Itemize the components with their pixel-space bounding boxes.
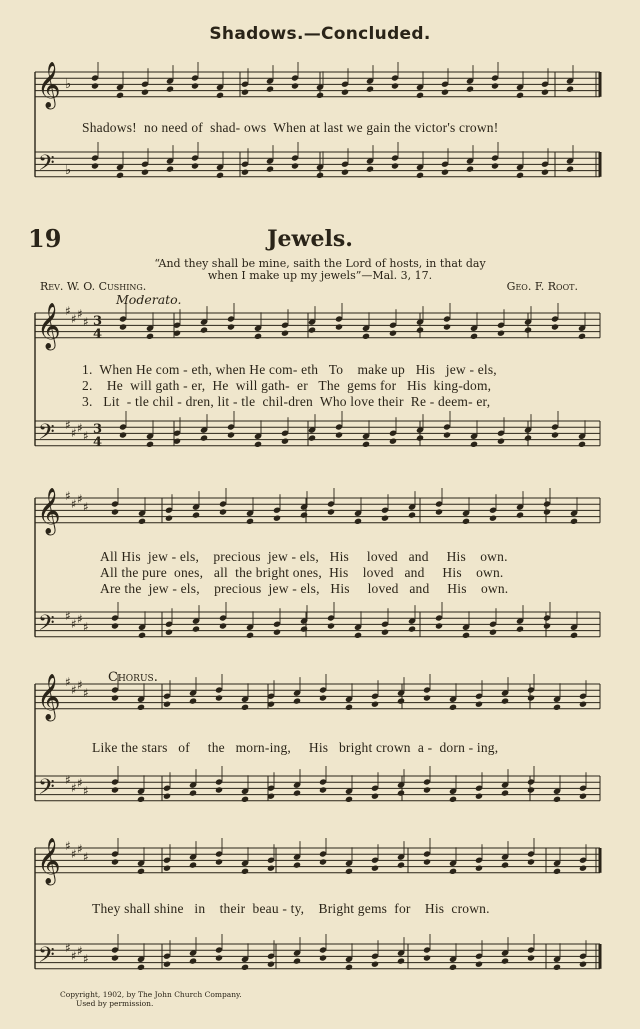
- sharp-icon: ♯: [65, 941, 71, 955]
- note-head: [141, 169, 149, 176]
- note-head: [443, 323, 451, 330]
- note-head: [397, 861, 405, 868]
- note-head: [241, 169, 249, 176]
- note-head: [570, 632, 578, 639]
- note-head: [345, 704, 353, 711]
- hymn-number: 19: [28, 224, 62, 253]
- note-head: [111, 694, 119, 701]
- note-head: [475, 793, 483, 800]
- note-head: [466, 85, 474, 92]
- note-head: [319, 786, 327, 793]
- note-head: [381, 515, 389, 522]
- note-head: [316, 92, 324, 99]
- treble-clef-icon: 𝄞: [37, 674, 61, 720]
- sharp-icon: ♯: [83, 620, 89, 634]
- note-head: [553, 868, 561, 875]
- note-head: [435, 508, 443, 515]
- treble-clef-icon: 𝄞: [37, 488, 61, 534]
- note-head: [146, 441, 154, 448]
- note-head: [308, 434, 316, 441]
- shadows-lyric: Shadows! no need of shad- ows When at last we gain the victor's crown!: [82, 120, 499, 135]
- sharp-icon: ♯: [71, 312, 77, 326]
- note-head: [345, 964, 353, 971]
- note-head: [146, 333, 154, 340]
- note-head: [291, 82, 299, 89]
- note-head: [501, 789, 509, 796]
- sharp-icon: ♯: [77, 307, 83, 321]
- note-head: [137, 868, 145, 875]
- hymn-title: Jewels.: [267, 226, 353, 252]
- note-head: [397, 697, 405, 704]
- note-head: [215, 954, 223, 961]
- note-head: [475, 961, 483, 968]
- note-head: [449, 796, 457, 803]
- note-head: [137, 796, 145, 803]
- note-head: [449, 964, 457, 971]
- note-head: [449, 704, 457, 711]
- note-head: [371, 865, 379, 872]
- note-head: [441, 89, 449, 96]
- sharp-icon: ♯: [77, 776, 83, 790]
- note-head: [327, 622, 335, 629]
- verse-2-line-a: 2. He will gath - er, He will gath- er The gems for His king-dom,: [82, 378, 492, 393]
- sharp-icon: ♯: [83, 850, 89, 864]
- note-head: [273, 515, 281, 522]
- treble-clef-icon: 𝄞: [37, 62, 61, 108]
- note-head: [163, 701, 171, 708]
- note-head: [241, 704, 249, 711]
- epigraph-line-2: when I make up my jewels”—Mal. 3, 17.: [207, 269, 433, 282]
- note-head: [553, 796, 561, 803]
- sharp-icon: ♯: [71, 949, 77, 963]
- sharp-icon: ♯: [77, 678, 83, 692]
- note-head: [319, 694, 327, 701]
- note-head: [241, 964, 249, 971]
- note-head: [216, 92, 224, 99]
- time-signature-top: 3: [93, 314, 103, 329]
- note-head: [462, 632, 470, 639]
- staff: [35, 684, 600, 709]
- sharp-icon: ♯: [71, 426, 77, 440]
- verse-1-line-b: All His jew - els, precious jew - els, His loved and His own.: [100, 549, 508, 564]
- flat-icon: ♭: [65, 77, 72, 92]
- note-head: [553, 704, 561, 711]
- permission-notice: Used by permission.: [76, 999, 154, 1008]
- note-head: [527, 786, 535, 793]
- note-head: [389, 438, 397, 445]
- note-head: [527, 954, 535, 961]
- note-head: [293, 789, 301, 796]
- note-head: [246, 632, 254, 639]
- note-head: [527, 858, 535, 865]
- note-head: [566, 165, 574, 172]
- page-header-title: Shadows.—Concluded.: [209, 24, 431, 44]
- note-head: [227, 431, 235, 438]
- note-head: [119, 431, 127, 438]
- note-head: [566, 85, 574, 92]
- note-head: [163, 865, 171, 872]
- sharp-icon: ♯: [77, 842, 83, 856]
- note-head: [443, 431, 451, 438]
- note-head: [501, 697, 509, 704]
- staff: [35, 421, 600, 446]
- note-head: [111, 786, 119, 793]
- note-head: [516, 625, 524, 632]
- note-head: [111, 622, 119, 629]
- note-head: [579, 701, 587, 708]
- time-signature-bottom: 4: [93, 327, 103, 342]
- sharp-icon: ♯: [77, 612, 83, 626]
- note-head: [137, 704, 145, 711]
- note-head: [475, 701, 483, 708]
- note-head: [408, 625, 416, 632]
- note-head: [501, 957, 509, 964]
- note-head: [189, 861, 197, 868]
- note-head: [366, 85, 374, 92]
- note-head: [327, 508, 335, 515]
- note-head: [165, 629, 173, 636]
- sharp-icon: ♯: [65, 304, 71, 318]
- chorus-line-1: Like the stars of the morn-ing, His bright crown a - dorn - ing,: [92, 740, 499, 755]
- note-head: [423, 786, 431, 793]
- verse-1-line-a: 1. When He com - eth, when He com- eth To make up His jew - els,: [82, 362, 497, 377]
- note-head: [470, 441, 478, 448]
- staff: [35, 612, 600, 637]
- note-head: [543, 508, 551, 515]
- sharp-icon: ♯: [65, 839, 71, 853]
- sharp-icon: ♯: [65, 418, 71, 432]
- flat-icon: ♭: [65, 163, 72, 178]
- note-head: [111, 954, 119, 961]
- note-head: [551, 323, 559, 330]
- time-signature-top: 3: [93, 422, 103, 437]
- note-head: [227, 323, 235, 330]
- note-head: [516, 172, 524, 179]
- note-head: [293, 697, 301, 704]
- note-head: [570, 518, 578, 525]
- note-head: [362, 333, 370, 340]
- note-head: [200, 434, 208, 441]
- sharp-icon: ♯: [71, 847, 77, 861]
- note-head: [341, 169, 349, 176]
- staff: [35, 848, 600, 873]
- note-head: [553, 964, 561, 971]
- note-head: [578, 441, 586, 448]
- note-head: [300, 625, 308, 632]
- bass-clef-icon: 𝄢: [38, 420, 55, 450]
- verse-3-line-a: 3. Lit - tle chil - dren, lit - tle chil-dren Who love their Re - deem- er,: [82, 394, 491, 409]
- note-head: [366, 165, 374, 172]
- note-head: [416, 172, 424, 179]
- note-head: [163, 961, 171, 968]
- note-head: [116, 92, 124, 99]
- note-head: [189, 957, 197, 964]
- note-head: [391, 82, 399, 89]
- sharp-icon: ♯: [83, 784, 89, 798]
- note-head: [138, 518, 146, 525]
- note-head: [371, 793, 379, 800]
- note-head: [119, 323, 127, 330]
- note-head: [163, 793, 171, 800]
- note-head: [138, 632, 146, 639]
- sharp-icon: ♯: [65, 675, 71, 689]
- shadows-system: [0, 0, 640, 215]
- note-head: [254, 441, 262, 448]
- note-head: [527, 694, 535, 701]
- sharp-icon: ♯: [65, 489, 71, 503]
- note-head: [215, 694, 223, 701]
- note-head: [215, 858, 223, 865]
- note-head: [319, 858, 327, 865]
- note-head: [462, 518, 470, 525]
- note-head: [191, 162, 199, 169]
- note-head: [489, 515, 497, 522]
- note-head: [397, 789, 405, 796]
- note-head: [266, 85, 274, 92]
- staff: [35, 498, 600, 523]
- note-head: [111, 858, 119, 865]
- note-head: [381, 629, 389, 636]
- note-head: [497, 330, 505, 337]
- note-head: [166, 165, 174, 172]
- note-head: [371, 701, 379, 708]
- note-head: [501, 861, 509, 868]
- note-head: [345, 868, 353, 875]
- author-credit: Rev. W. O. Cushing.: [40, 280, 147, 293]
- note-head: [216, 172, 224, 179]
- composer-credit: Geo. F. Root.: [506, 280, 578, 293]
- note-head: [300, 511, 308, 518]
- note-head: [541, 89, 549, 96]
- sharp-icon: ♯: [83, 686, 89, 700]
- note-head: [241, 868, 249, 875]
- note-head: [192, 625, 200, 632]
- note-head: [335, 323, 343, 330]
- note-head: [267, 961, 275, 968]
- verse-2-line-b: All the pure ones, all the bright ones, His loved and His own.: [100, 565, 504, 580]
- note-head: [489, 629, 497, 636]
- time-signature-bottom: 4: [93, 435, 103, 450]
- note-head: [141, 89, 149, 96]
- note-head: [371, 961, 379, 968]
- staff: [35, 776, 600, 801]
- note-head: [491, 162, 499, 169]
- note-head: [543, 622, 551, 629]
- note-head: [254, 333, 262, 340]
- note-head: [191, 82, 199, 89]
- note-head: [111, 508, 119, 515]
- note-head: [219, 622, 227, 629]
- note-head: [579, 865, 587, 872]
- chorus-line-2: They shall shine in their beau - ty, Bright gems for His crown.: [92, 901, 490, 916]
- note-head: [475, 865, 483, 872]
- note-head: [389, 330, 397, 337]
- treble-clef-icon: 𝄞: [37, 838, 61, 884]
- staff: [35, 944, 600, 969]
- note-head: [189, 789, 197, 796]
- note-head: [423, 858, 431, 865]
- note-head: [449, 868, 457, 875]
- note-head: [579, 961, 587, 968]
- note-head: [391, 162, 399, 169]
- note-head: [423, 954, 431, 961]
- note-head: [516, 92, 524, 99]
- treble-clef-icon: 𝄞: [37, 303, 61, 349]
- note-head: [551, 431, 559, 438]
- note-head: [293, 861, 301, 868]
- note-head: [362, 441, 370, 448]
- note-head: [423, 694, 431, 701]
- note-head: [91, 162, 99, 169]
- note-head: [308, 326, 316, 333]
- sharp-icon: ♯: [83, 500, 89, 514]
- note-head: [319, 954, 327, 961]
- sharp-icon: ♯: [71, 781, 77, 795]
- verse-3-line-b: Are the jew - els, precious jew - els, His loved and His own.: [100, 581, 509, 596]
- bass-clef-icon: 𝄢: [38, 943, 55, 973]
- note-head: [215, 786, 223, 793]
- note-head: [281, 438, 289, 445]
- epigraph-line-1: “And they shall be mine, saith the Lord of hosts, in that day: [154, 257, 486, 270]
- note-head: [354, 632, 362, 639]
- sharp-icon: ♯: [83, 952, 89, 966]
- tempo-marking: Moderato.: [116, 292, 182, 307]
- sharp-icon: ♯: [65, 609, 71, 623]
- staff: [35, 313, 600, 338]
- note-head: [541, 169, 549, 176]
- note-head: [516, 511, 524, 518]
- note-head: [416, 92, 424, 99]
- sharp-icon: ♯: [83, 429, 89, 443]
- note-head: [524, 434, 532, 441]
- note-head: [166, 85, 174, 92]
- bass-clef-icon: 𝄢: [38, 611, 55, 641]
- bass-clef-icon: 𝄢: [38, 775, 55, 805]
- note-head: [416, 434, 424, 441]
- sharp-icon: ♯: [77, 492, 83, 506]
- bass-clef-icon: 𝄢: [38, 151, 55, 181]
- note-head: [291, 162, 299, 169]
- sharp-icon: ♯: [77, 944, 83, 958]
- note-head: [273, 629, 281, 636]
- note-head: [189, 697, 197, 704]
- note-head: [241, 89, 249, 96]
- sharp-icon: ♯: [83, 315, 89, 329]
- note-head: [246, 518, 254, 525]
- note-head: [435, 622, 443, 629]
- note-head: [192, 511, 200, 518]
- note-head: [497, 438, 505, 445]
- note-head: [219, 508, 227, 515]
- note-head: [408, 511, 416, 518]
- note-head: [441, 169, 449, 176]
- sharp-icon: ♯: [65, 773, 71, 787]
- copyright-notice: Copyright, 1902, by The John Church Company.: [60, 990, 242, 999]
- note-head: [165, 515, 173, 522]
- note-head: [266, 165, 274, 172]
- note-head: [524, 326, 532, 333]
- note-head: [416, 326, 424, 333]
- note-head: [281, 330, 289, 337]
- note-head: [116, 172, 124, 179]
- note-head: [579, 793, 587, 800]
- note-head: [267, 865, 275, 872]
- chorus-label: Chorus.: [108, 670, 158, 685]
- note-head: [335, 431, 343, 438]
- note-head: [91, 82, 99, 89]
- note-head: [293, 957, 301, 964]
- note-head: [316, 172, 324, 179]
- sharp-icon: ♯: [71, 617, 77, 631]
- note-head: [470, 333, 478, 340]
- note-head: [397, 957, 405, 964]
- sharp-icon: ♯: [77, 421, 83, 435]
- note-head: [200, 326, 208, 333]
- note-head: [345, 796, 353, 803]
- note-head: [341, 89, 349, 96]
- note-head: [354, 518, 362, 525]
- note-head: [137, 964, 145, 971]
- note-head: [578, 333, 586, 340]
- note-head: [491, 82, 499, 89]
- note-head: [241, 796, 249, 803]
- note-head: [466, 165, 474, 172]
- sharp-icon: ♯: [71, 683, 77, 697]
- sharp-icon: ♯: [71, 497, 77, 511]
